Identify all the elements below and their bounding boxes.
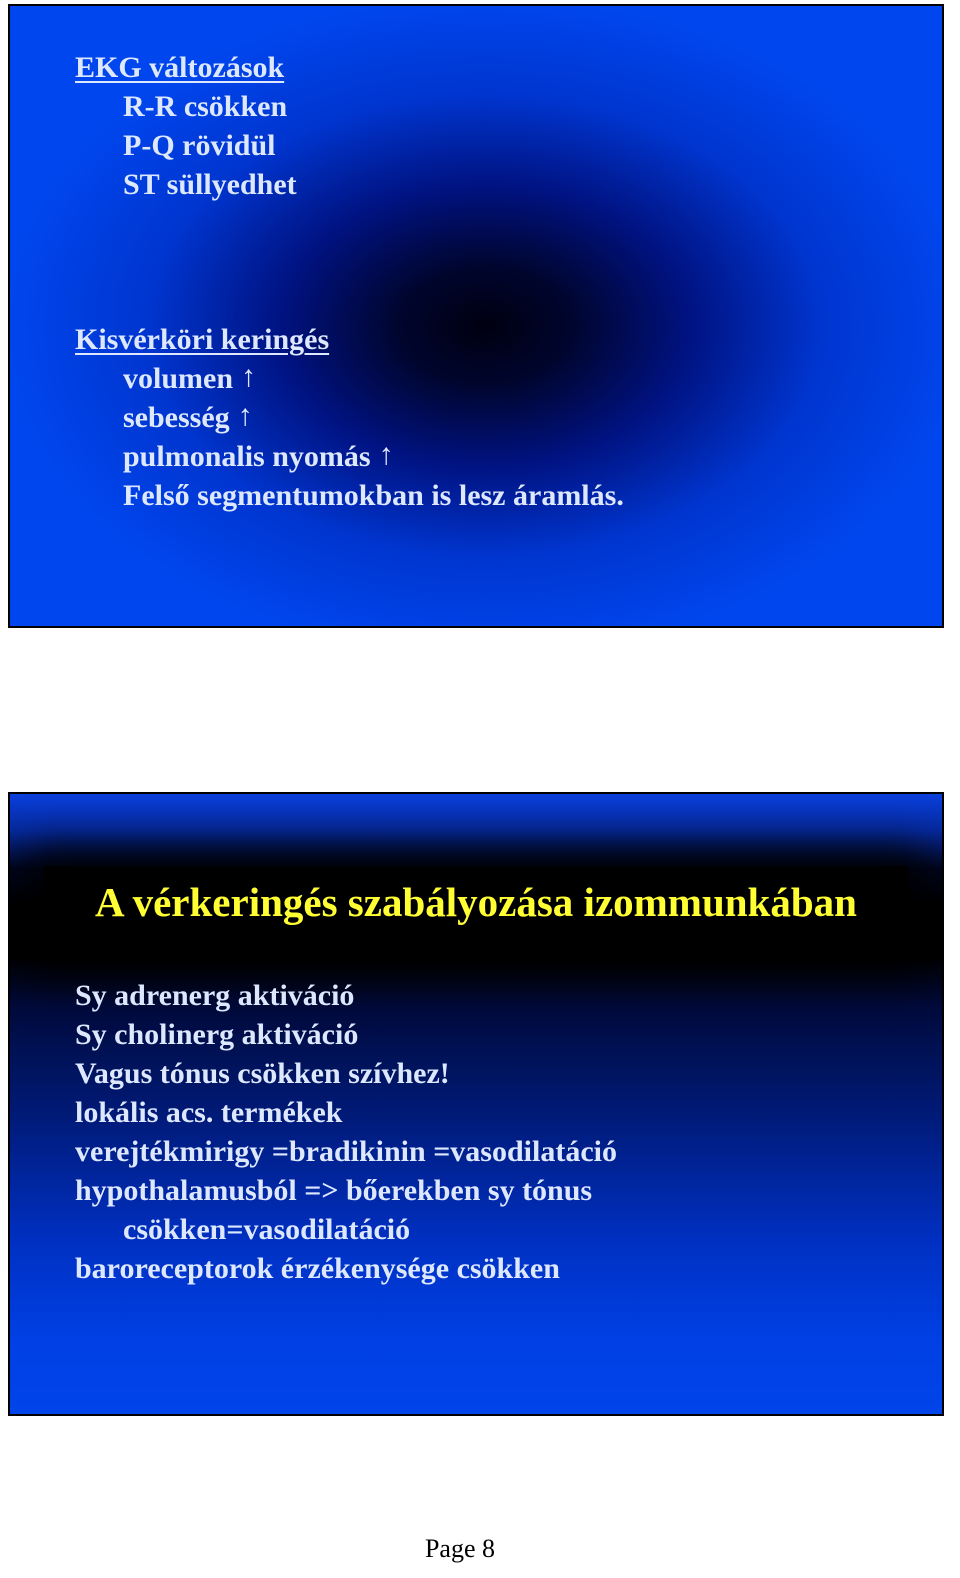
ekg-item-pq: P-Q rövidül bbox=[123, 129, 276, 162]
circulation-item-pressure bbox=[123, 437, 394, 476]
ekg-heading: EKG változások bbox=[75, 51, 285, 84]
circulation-item-flow: Felső segmentumokban is lesz áramlás. bbox=[123, 479, 624, 512]
circulation-heading: Kisvérköri keringés bbox=[75, 323, 330, 356]
regulation-line-6: hypothalamusból => bőerekben sy tónus bbox=[75, 1174, 593, 1207]
regulation-line-8: baroreceptorok érzékenysége csökken bbox=[75, 1252, 560, 1285]
circulation-item-volume-text: volumen bbox=[123, 362, 234, 395]
up-arrow-icon: ↑ bbox=[241, 360, 257, 393]
slide-title: A vérkeringés szabályozása izommunkában bbox=[95, 879, 857, 925]
up-arrow-icon: ↑ bbox=[378, 438, 394, 471]
slide-1 bbox=[8, 4, 944, 628]
ekg-item-rr: R-R csökken bbox=[123, 90, 288, 123]
regulation-line-4: lokális acs. termékek bbox=[75, 1096, 343, 1129]
ekg-item-st: ST süllyedhet bbox=[123, 168, 297, 201]
regulation-line-2: Sy cholinerg aktiváció bbox=[75, 1018, 359, 1051]
page-number: Page 8 bbox=[424, 1534, 496, 1563]
regulation-line-1: Sy adrenerg aktiváció bbox=[75, 979, 355, 1012]
circulation-item-speed-text: sebesség bbox=[123, 401, 230, 434]
circulation-item-volume bbox=[123, 359, 256, 398]
regulation-line-7: csökken=vasodilatáció bbox=[123, 1213, 411, 1246]
slide-2 bbox=[8, 792, 944, 1416]
regulation-line-3: Vagus tónus csökken szívhez! bbox=[75, 1057, 450, 1090]
up-arrow-icon: ↑ bbox=[237, 399, 253, 432]
regulation-line-5: verejtékmirigy =bradikinin =vasodilatáció bbox=[75, 1135, 617, 1168]
circulation-item-speed bbox=[123, 398, 253, 437]
circulation-item-pressure-text: pulmonalis nyomás bbox=[123, 440, 371, 473]
